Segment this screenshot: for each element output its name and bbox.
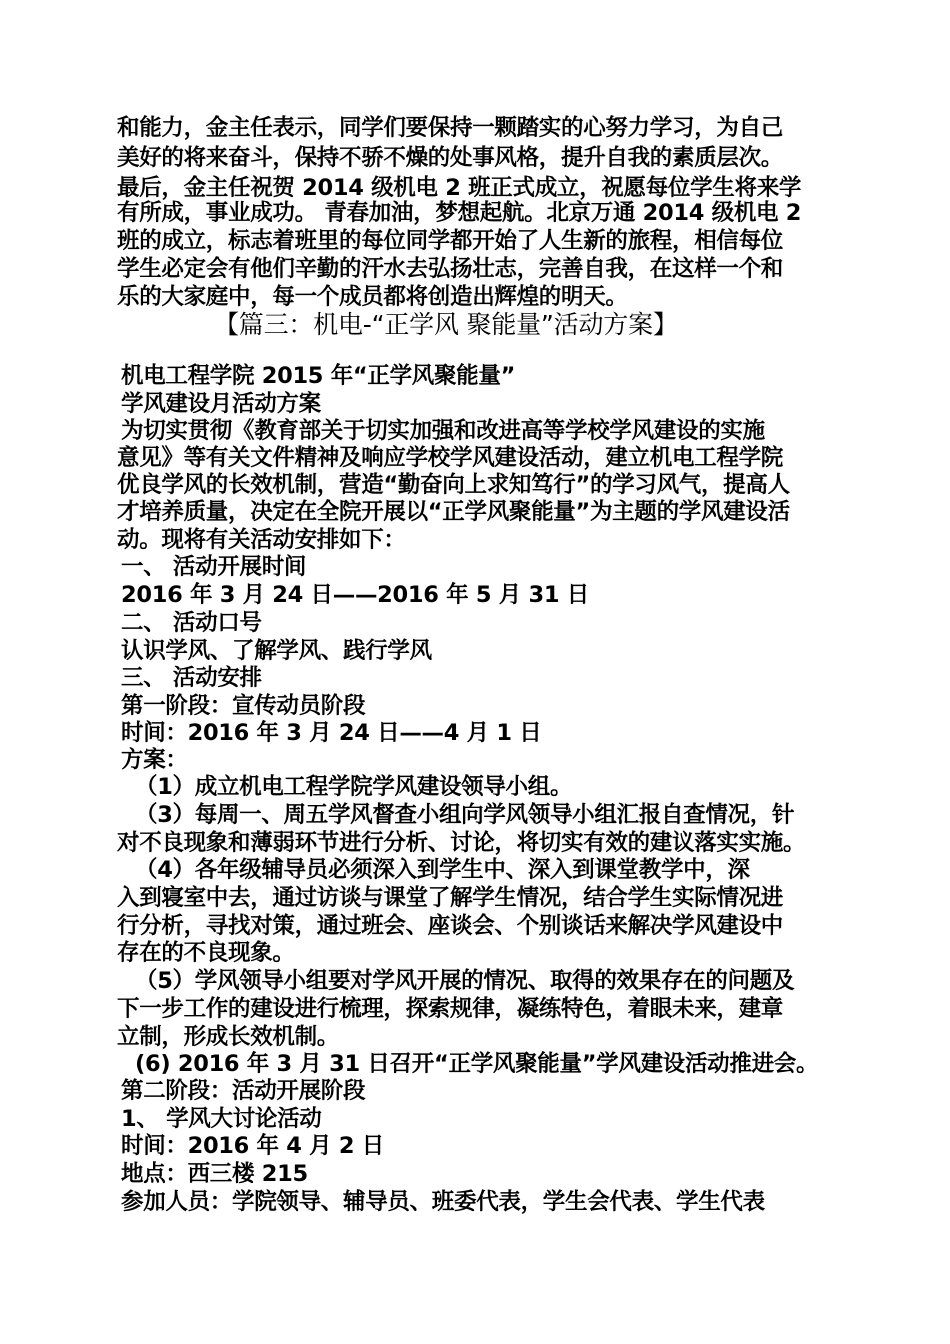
intro-line-2: 美好的将来奋斗，保持不骄不燥的处事风格，提升自我的素质层次。 — [117, 145, 784, 171]
body-line: 才培养质量，决定在全院开展以“正学风聚能量”为主题的学风建设活 — [117, 499, 790, 525]
stage-1-heading: 第一阶段：宣传动员阶段 — [121, 693, 366, 719]
plan-item-5-cont: 立制，形成长效机制。 — [117, 1024, 340, 1050]
plan-item-4-cont: 入到寝室中去，通过访谈与课堂了解学生情况，结合学生实际情况进 — [117, 885, 784, 911]
activity-1-location: 地点：西三楼 215 — [121, 1161, 308, 1187]
intro-line-6: 学生必定会有他们辛勤的汗水去弘扬壮志，完善自我，在这样一个和 — [117, 256, 784, 282]
plan-item-1: （1）成立机电工程学院学风建设领导小组。 — [135, 774, 573, 800]
plan-item-4: （4）各年级辅导员必须深入到学生中、深入到课堂教学中，深 — [135, 857, 750, 883]
plan-item-4-cont: 存在的不良现象。 — [117, 940, 295, 966]
section-heading-1: 一、 活动开展时间 — [121, 554, 307, 580]
activity-1-heading: 1、 学风大讨论活动 — [121, 1106, 322, 1132]
plan-item-4-cont: 行分析，寻找对策，通过班会、座谈会、个别谈话来解决学风建设中 — [117, 913, 784, 939]
plan-label: 方案： — [121, 747, 188, 773]
stage-2-heading: 第二阶段：活动开展阶段 — [121, 1078, 366, 1104]
slogan: 认识学风、了解学风、践行学风 — [121, 638, 432, 664]
activity-1-time: 时间：2016 年 4 月 2 日 — [121, 1133, 384, 1159]
section-heading-3: 三、 活动安排 — [121, 665, 262, 691]
activity-1-participants: 参加人员：学院领导、辅导员、班委代表，学生会代表、学生代表 — [121, 1189, 765, 1215]
stage-1-time: 时间：2016 年 3 月 24 日——4 月 1 日 — [121, 720, 542, 746]
doc-heading-line-2: 学风建设月活动方案 — [121, 391, 321, 417]
plan-item-3-cont: 对不良现象和薄弱环节进行分析、讨论，将切实有效的建议落实实施。 — [117, 830, 806, 856]
date-range: 2016 年 3 月 24 日——2016 年 5 月 31 日 — [121, 582, 589, 608]
plan-item-5-cont: 下一步工作的建设进行梳理，探索规律，凝练特色，着眼未来，建章 — [117, 996, 784, 1022]
plan-item-6: (6) 2016 年 3 月 31 日召开“正学风聚能量”学风建设活动推进会。 — [135, 1051, 819, 1077]
plan-item-3: （3）每周一、周五学风督查小组向学风领导小组汇报自查情况，针 — [135, 802, 795, 828]
intro-line-4: 有所成，事业成功。 青春加油，梦想起航。北京万通 2014 级机电 2 — [117, 200, 802, 226]
doc-heading-line-1: 机电工程学院 2015 年“正学风聚能量” — [121, 363, 516, 389]
body-line: 优良学风的长效机制，营造“勤奋向上求知笃行”的学习风气，提高人 — [117, 472, 790, 498]
intro-line-5: 班的成立，标志着班里的每位同学都开始了人生新的旅程，相信每位 — [117, 228, 784, 254]
section-title: 【篇三：机电-“正学风 聚能量”活动方案】 — [214, 310, 678, 339]
body-line: 意见》等有关文件精神及响应学校学风建设活动，建立机电工程学院 — [117, 445, 784, 471]
intro-line-3: 最后，金主任祝贺 2014 级机电 2 班正式成立，祝愿每位学生将来学 — [117, 175, 802, 201]
section-heading-2: 二、 活动口号 — [121, 610, 262, 636]
intro-line-7: 乐的大家庭中，每一个成员都将创造出辉煌的明天。 — [117, 284, 628, 310]
body-line: 动。现将有关活动安排如下： — [117, 527, 406, 553]
intro-line-1: 和能力，金主任表示，同学们要保持一颗踏实的心努力学习，为自己 — [117, 115, 784, 141]
plan-item-5: （5）学风领导小组要对学风开展的情况、取得的效果存在的问题及 — [135, 968, 795, 994]
body-line: 为切实贯彻《教育部关于切实加强和改进高等学校学风建设的实施 — [121, 418, 765, 444]
